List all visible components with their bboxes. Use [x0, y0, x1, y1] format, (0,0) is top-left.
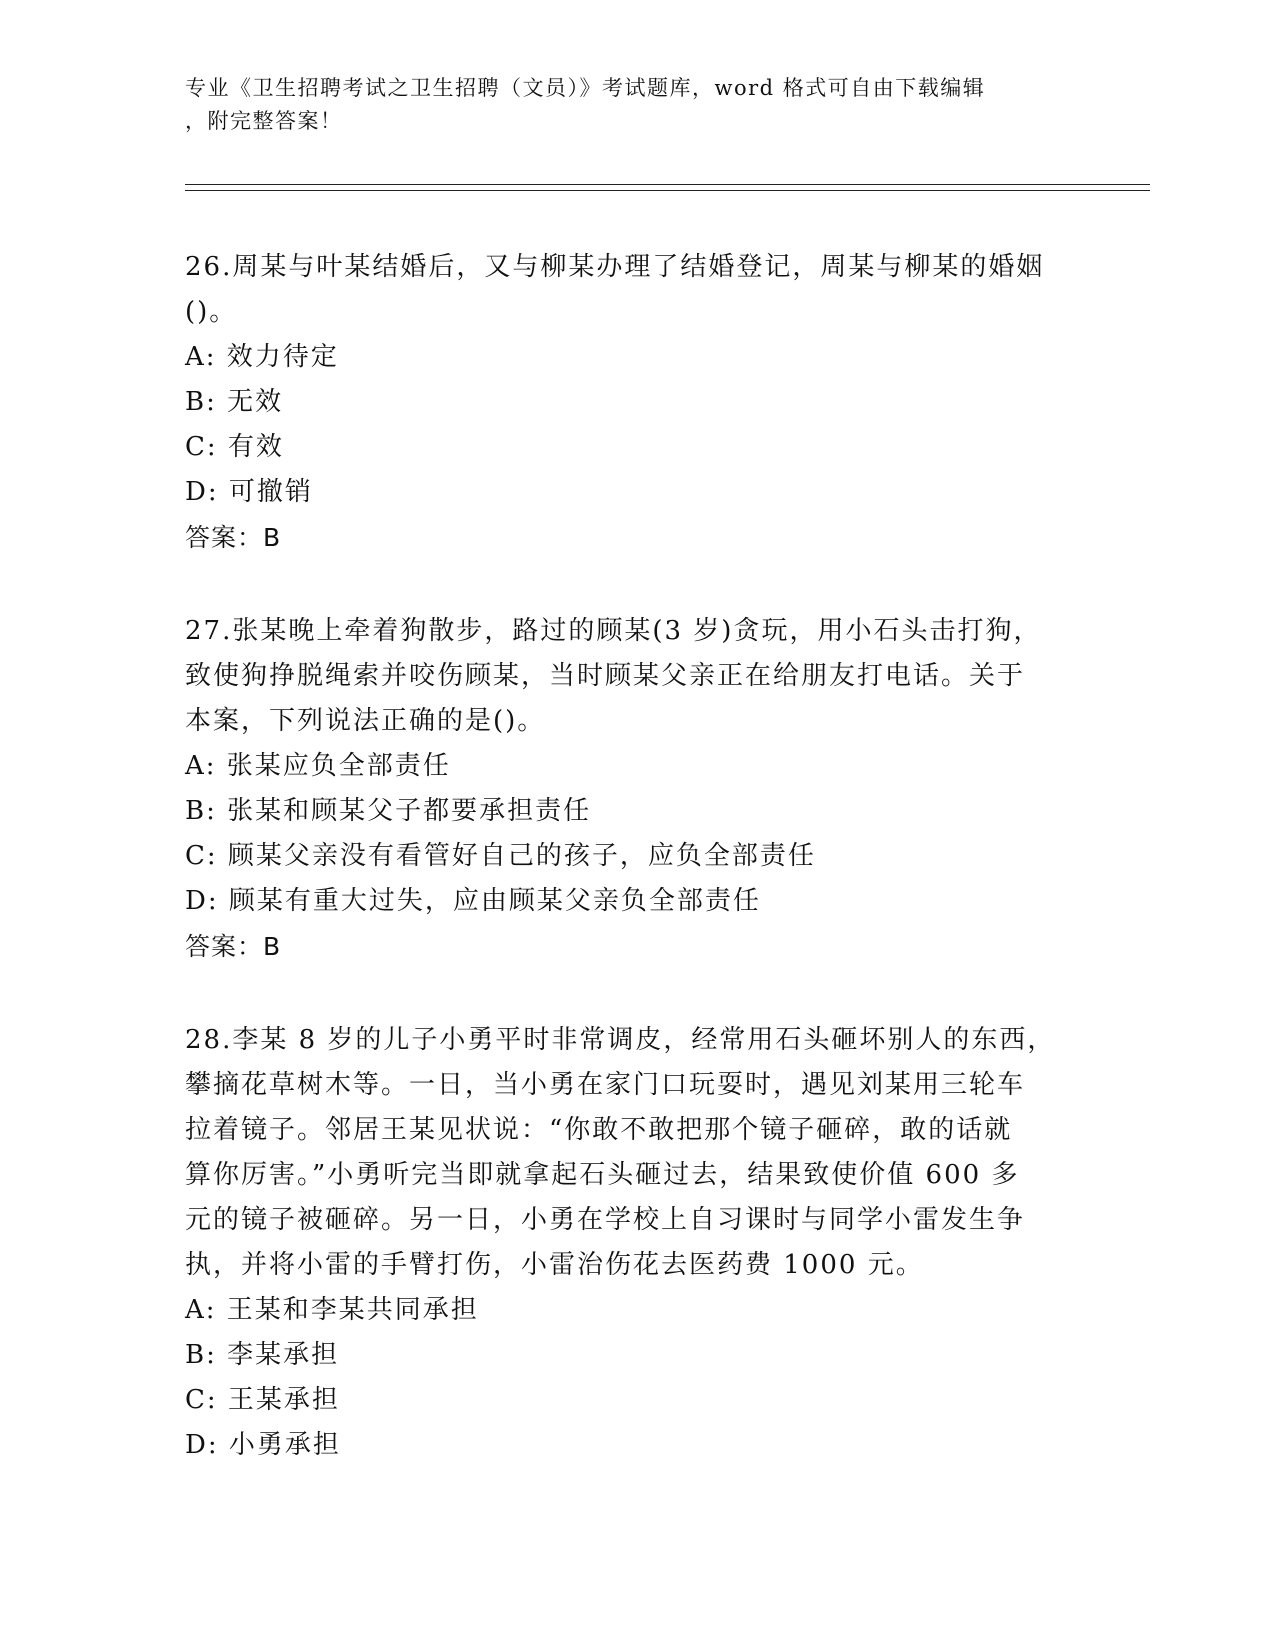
- question-line: 攀摘花草树木等。一日，当小勇在家门口玩耍时，遇见刘某用三轮车: [185, 1070, 1026, 1100]
- question-line: 27.张某晚上牵着狗散步，路过的顾某(3 岁)贪玩，用小石头击打狗，: [185, 616, 1042, 646]
- question-text: [185, 609, 1065, 744]
- question-line: 致使狗挣脱绳索并咬伤顾某，当时顾某父亲正在给朋友打电话。关于: [185, 661, 1026, 691]
- question-text: [185, 1018, 1065, 1288]
- header-line-2: ，附完整答案！: [185, 109, 343, 133]
- question-27: [185, 609, 1145, 970]
- option-d: D: 可撤销: [185, 477, 313, 507]
- question-line: 元的镜子被砸碎。另一日，小勇在学校上自习课时与同学小雷发生争: [185, 1205, 1026, 1235]
- answer-label: 答案：B: [185, 523, 282, 552]
- document-page: [185, 0, 1145, 1468]
- option-a: A: 效力待定: [185, 342, 339, 372]
- question-line: 28.李某 8 岁的儿子小勇平时非常调皮，经常用石头砸坏别人的东西，: [185, 1025, 1056, 1055]
- option-a: A: 王某和李某共同承担: [185, 1295, 479, 1325]
- answer-label: 答案：B: [185, 932, 282, 961]
- option-b: B: 李某承担: [185, 1340, 340, 1370]
- option-c: C: 顾某父亲没有看管好自己的孩子，应负全部责任: [185, 841, 816, 871]
- option-c: C: 有效: [185, 432, 284, 462]
- question-26: [185, 245, 1145, 561]
- question-line: 26.周某与叶某结婚后，又与柳某办理了结婚登记，周某与柳某的婚姻: [185, 252, 1045, 282]
- option-d: D: 小勇承担: [185, 1430, 341, 1460]
- option-d: D: 顾某有重大过失，应由顾某父亲负全部责任: [185, 886, 761, 916]
- option-b: B: 张某和顾某父子都要承担责任: [185, 796, 592, 826]
- question-line: ()。: [185, 297, 238, 327]
- question-line: 算你厉害。”小勇听完当即就拿起石头砸过去，结果致使价值 600 多: [185, 1160, 1020, 1190]
- question-line: 拉着镜子。邻居王某见状说：“你敢不敢把那个镜子砸碎，敢的话就: [185, 1115, 1013, 1145]
- header-line-1: 专业《卫生招聘考试之卫生招聘（文员）》考试题库，word 格式可自由下载编辑: [185, 76, 986, 100]
- question-text: [185, 245, 1065, 335]
- question-28: [185, 1018, 1145, 1468]
- option-b: B: 无效: [185, 387, 284, 417]
- document-header: [185, 72, 1065, 138]
- option-a: A: 张某应负全部责任: [185, 751, 451, 781]
- option-c: C: 王某承担: [185, 1385, 340, 1415]
- header-divider: [185, 184, 1150, 191]
- question-line: 本案，下列说法正确的是()。: [185, 706, 546, 736]
- question-line: 执，并将小雷的手臂打伤，小雷治伤花去医药费 1000 元。: [185, 1250, 924, 1280]
